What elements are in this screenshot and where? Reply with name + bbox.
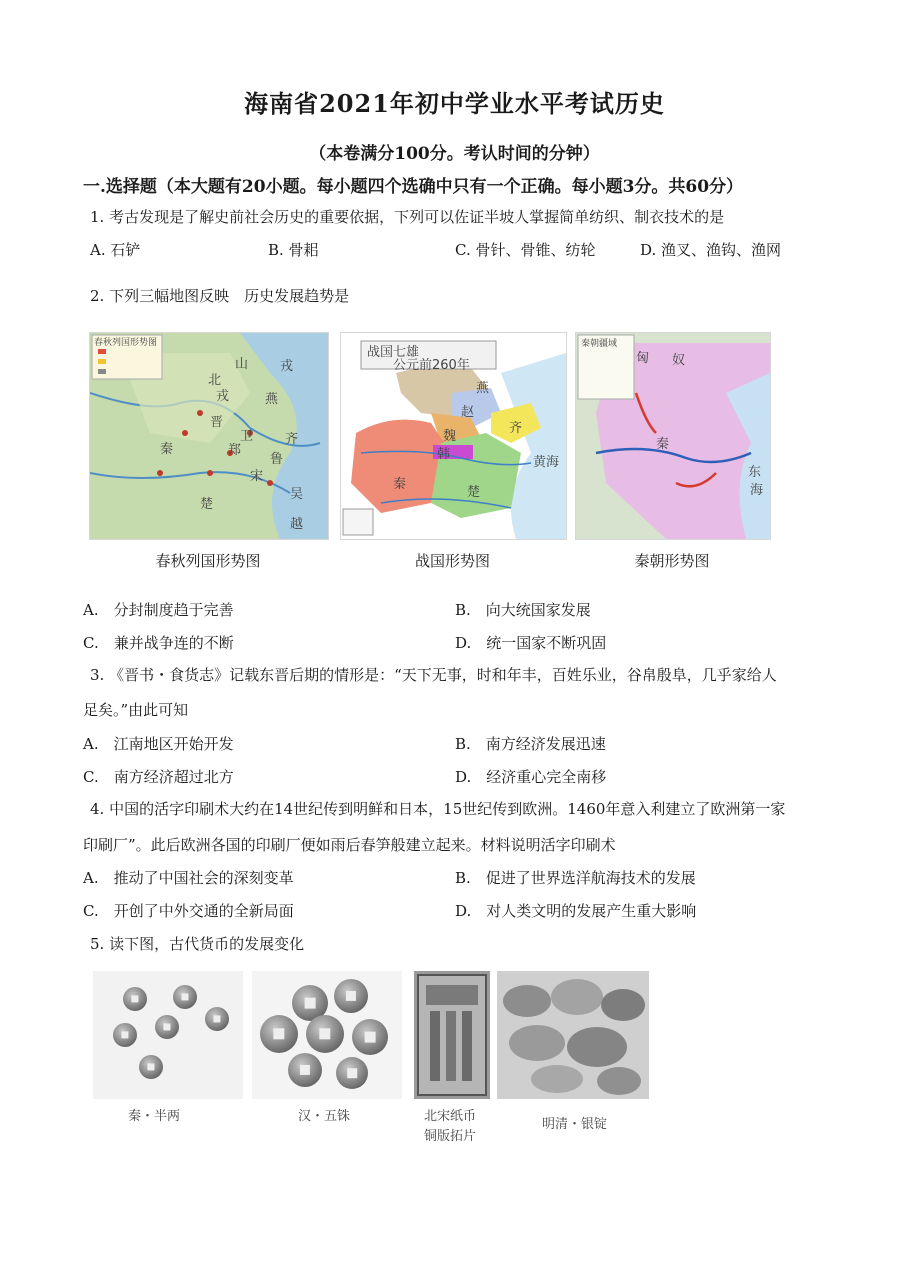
map1-label-4: 戎: [216, 389, 230, 404]
map1-caption: 春秋列国形势图: [155, 552, 261, 570]
exam-title: 海南省2021年初中学业水平考试历史: [244, 89, 665, 118]
qin-banliang-coins-image: [93, 971, 243, 1099]
map2-label-1: 燕: [476, 381, 490, 396]
map2-label-6: 秦: [393, 477, 407, 492]
map3-label-2: 奴: [672, 353, 686, 368]
q5-caption-song-1: 北宋纸币: [424, 1109, 477, 1124]
map1-label-3: 北: [208, 373, 222, 388]
map1-label-2: 戎: [280, 359, 294, 374]
map1-label-5: 晋: [210, 415, 224, 430]
han-wuzhu-coins-image: [252, 971, 402, 1099]
q1-option-d[interactable]: D. 渔叉、渔钩、渔网: [640, 241, 782, 259]
map3-caption: 秦朝形势图: [634, 552, 710, 570]
map1-label-13: 楚: [200, 497, 214, 512]
q1-option-a[interactable]: A. 石铲: [90, 241, 141, 259]
q3-option-d[interactable]: D. 经济重心完全南移: [455, 768, 607, 786]
q3-option-a[interactable]: A. 江南地区开始开发: [83, 735, 234, 753]
map-warring-states: [340, 332, 567, 540]
map2-label-5: 韩: [437, 447, 451, 462]
question-4-stem-line1: 4. 中国的活字印刷术大约在14世纪传到明鲜和日本，15世纪传到欧洲。1460年意入利建立了欧洲第一家: [90, 800, 786, 818]
map2-label-7: 楚: [467, 485, 481, 500]
q1-option-c[interactable]: C. 骨针、骨锥、纺轮: [455, 241, 596, 259]
question-4-stem-line2: 印刷厂”。此后欧洲各国的印刷厂便如雨后春笋般建立起来。材料说明活字印刷术: [83, 836, 616, 854]
q1-option-b[interactable]: B. 骨耜: [268, 241, 319, 259]
map1-label-11: 郑: [228, 443, 242, 458]
q5-caption-qin: 秦・半两: [128, 1109, 181, 1124]
map1-label-12: 卫: [240, 429, 254, 444]
q2-option-a[interactable]: A. 分封制度趋于完善: [83, 601, 234, 619]
map3-label-5: 海: [750, 483, 764, 498]
qin-legend-title: 秦朝疆域: [581, 339, 618, 349]
spring-autumn-legend-title: 春秋列国形势图: [94, 338, 158, 348]
question-1-stem: 1. 考古发现是了解史前社会历史的重要依据，下列可以佐证半坡人掌握简单纺织、制衣技术的是: [90, 208, 725, 226]
warring-states-banner-1: 战国七雄: [367, 345, 420, 360]
q2-option-b[interactable]: B. 向大统国家发展: [455, 601, 591, 619]
section-heading: 一.选择题（本大题有20小题。每小题四个选确中只有一个正确。每小题3分。共60分）: [83, 177, 744, 197]
map3-label-3: 秦: [656, 437, 670, 452]
map3-label-4: 东: [748, 465, 762, 480]
q5-caption-han: 汉・五铢: [298, 1109, 351, 1124]
q4-option-a[interactable]: A. 推动了中国社会的深刻变革: [83, 869, 294, 887]
question-3-stem-line1: 3. 《晋书・食货志》记载东晋后期的情形是：“天下无事，时和年丰，百姓乐业，谷帛殷阜，几乎家给人: [90, 666, 777, 684]
map2-caption: 战国形势图: [414, 552, 490, 570]
map2-label-3: 齐: [509, 421, 523, 436]
map2-label-8: 黄海: [533, 455, 560, 470]
map1-label-14: 吴: [290, 487, 304, 502]
question-2-stem: 2. 下列三幅地图反映 历史发展趋势是: [90, 287, 350, 305]
q2-option-c[interactable]: C. 兼并战争连的不断: [83, 634, 234, 652]
exam-subtitle: （本卷满分100分。考认时间的分钟）: [309, 144, 600, 164]
map1-label-10: 宋: [250, 469, 264, 484]
q5-caption-mingqing: 明清・银锭: [542, 1117, 608, 1132]
q3-option-b[interactable]: B. 南方经济发展迅速: [455, 735, 606, 753]
map1-label-8: 齐: [285, 432, 299, 447]
map1-label-6: 秦: [160, 442, 174, 457]
q4-option-c[interactable]: C. 开创了中外交通的全新局面: [83, 902, 294, 920]
map1-label-9: 鲁: [270, 452, 284, 467]
map-qin: [575, 332, 771, 540]
q3-option-c[interactable]: C. 南方经济超过北方: [83, 768, 234, 786]
map-spring-autumn: [89, 332, 329, 540]
q5-caption-song-2: 铜版拓片: [424, 1129, 477, 1144]
map1-label-1: 山: [235, 357, 249, 372]
map3-label-1: 匈: [636, 351, 650, 366]
map2-label-4: 魏: [443, 429, 457, 444]
map1-label-15: 越: [290, 517, 304, 532]
ming-qing-silver-ingots-image: [497, 971, 649, 1099]
northern-song-paper-money-image: [414, 971, 490, 1099]
question-3-stem-line2: 足矣。”由此可知: [83, 701, 189, 719]
map2-label-2: 赵: [461, 405, 475, 420]
question-5-stem: 5. 读下图，古代货币的发展变化: [90, 935, 305, 953]
warring-states-banner-2: 公元前260年: [393, 358, 470, 373]
q4-option-d[interactable]: D. 对人类文明的发展产生重大影响: [455, 902, 697, 920]
q4-option-b[interactable]: B. 促进了世界选洋航海技术的发展: [455, 869, 696, 887]
map1-label-7: 燕: [265, 392, 279, 407]
q2-option-d[interactable]: D. 统一国家不断巩固: [455, 634, 607, 652]
